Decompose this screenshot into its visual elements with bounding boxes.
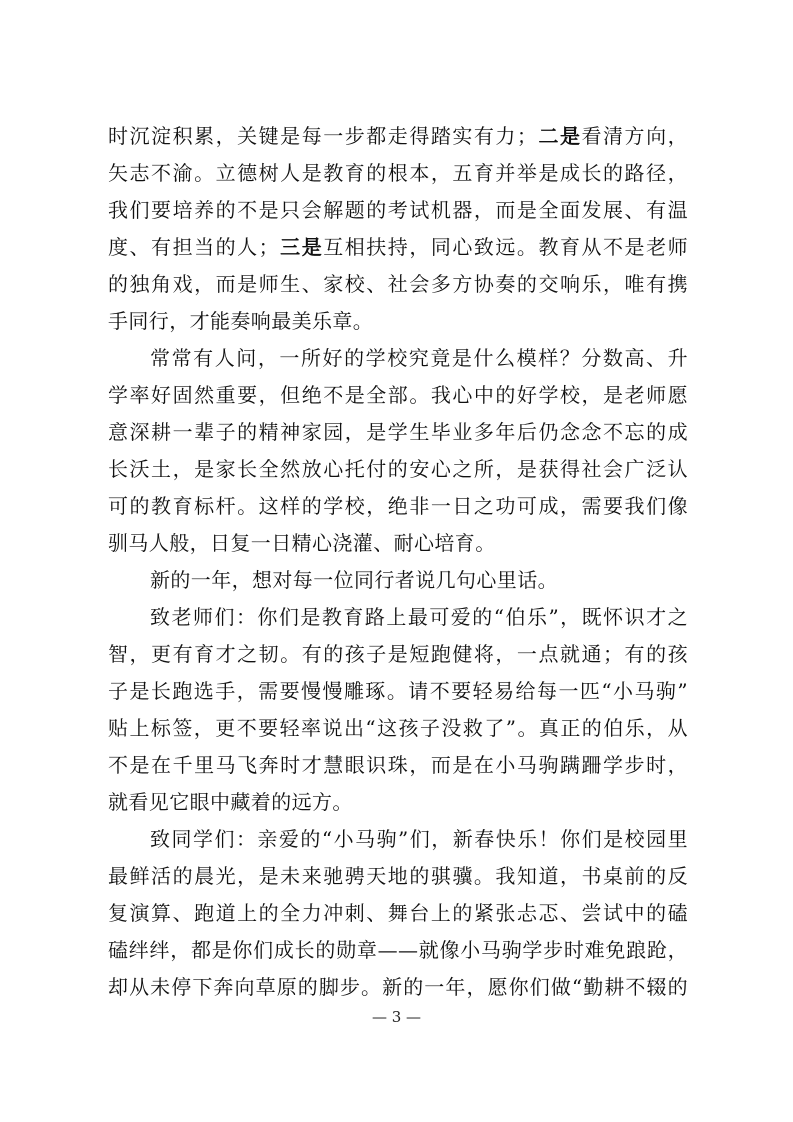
text-line bbox=[108, 488, 688, 525]
text-run: 的独角戏，而是师生、家校、社会多方协奏的交响乐，唯有携 bbox=[108, 272, 688, 296]
emphasis-text: 三是 bbox=[279, 235, 324, 259]
text-run: 矢志不渝。立德树人是教育的根本，五育并举是成长的路径， bbox=[108, 161, 688, 185]
text-run: 我们要培养的不是只会解题的考试机器，而是全面发展、有温 bbox=[108, 198, 688, 222]
text-line bbox=[108, 599, 688, 636]
paragraph bbox=[108, 118, 688, 340]
text-run: 子是长跑选手，需要慢慢雕琢。请不要轻易给每一匹“小马驹” bbox=[108, 679, 688, 703]
text-run: 驯马人般，日复一日精心浇灌、耐心培育。 bbox=[108, 531, 496, 555]
text-run: 就看见它眼中藏着的远方。 bbox=[108, 790, 353, 814]
text-run: 手同行，才能奏响最美乐章。 bbox=[108, 309, 374, 333]
text-line bbox=[108, 229, 688, 266]
text-run: 复演算、跑道上的全力冲刺、舞台上的紧张忐忑、尝试中的磕 bbox=[108, 901, 688, 925]
text-run: 互相扶持，同心致远。教育从不是老师 bbox=[323, 235, 688, 259]
text-line bbox=[108, 377, 688, 414]
text-run: 智，更有育才之韧。有的孩子是短跑健将，一点就通；有的孩 bbox=[108, 642, 688, 666]
text-run: 不是在千里马飞奔时才慧眼识珠，而是在小马驹蹒跚学步时， bbox=[108, 753, 688, 777]
text-run: 学率好固然重要，但绝不是全部。我心中的好学校，是老师愿 bbox=[108, 383, 688, 407]
text-run: 长沃土，是家长全然放心托付的安心之所，是获得社会广泛认 bbox=[108, 457, 688, 481]
text-line bbox=[108, 192, 688, 229]
text-run: 常常有人问，一所好的学校究竟是什么模样？分数高、升 bbox=[150, 346, 688, 370]
paragraph bbox=[108, 562, 688, 599]
text-line bbox=[108, 414, 688, 451]
text-line bbox=[108, 118, 688, 155]
text-line bbox=[108, 858, 688, 895]
text-line bbox=[108, 673, 688, 710]
text-line bbox=[108, 969, 688, 1006]
text-run: 致同学们：亲爱的“小马驹”们，新春快乐！你们是校园里 bbox=[150, 827, 688, 851]
text-line bbox=[108, 562, 688, 599]
text-line bbox=[108, 451, 688, 488]
paragraph bbox=[108, 340, 688, 562]
text-run: 意深耕一辈子的精神家园，是学生毕业多年后仍念念不忘的成 bbox=[108, 420, 688, 444]
text-line bbox=[108, 340, 688, 377]
text-run: 新的一年，想对每一位同行者说几句心里话。 bbox=[150, 568, 558, 592]
emphasis-text: 二是 bbox=[537, 124, 582, 148]
text-run: 磕绊绊，都是你们成长的勋章——就像小马驹学步时难免踉跄， bbox=[108, 938, 688, 962]
text-line bbox=[108, 747, 688, 784]
body-text bbox=[108, 118, 688, 1006]
text-run: 看清方向， bbox=[581, 124, 689, 148]
text-run: 最鲜活的晨光，是未来驰骋天地的骐骥。我知道，书桌前的反 bbox=[108, 864, 688, 888]
text-line bbox=[108, 636, 688, 673]
text-run: 可的教育标杆。这样的学校，绝非一日之功可成，需要我们像 bbox=[108, 494, 688, 518]
text-run: 度、有担当的人； bbox=[108, 235, 280, 259]
paragraph bbox=[108, 599, 688, 821]
text-line bbox=[108, 821, 688, 858]
text-line bbox=[108, 784, 688, 821]
text-run: 贴上标签，更不要轻率说出“这孩子没救了”。真正的伯乐，从 bbox=[108, 716, 688, 740]
text-line bbox=[108, 266, 688, 303]
paragraph bbox=[108, 821, 688, 1006]
text-line bbox=[108, 155, 688, 192]
text-run: 时沉淀积累，关键是每一步都走得踏实有力； bbox=[108, 124, 538, 148]
text-run: 致老师们：你们是教育路上最可爱的“伯乐”，既怀识才之 bbox=[150, 605, 688, 629]
text-line bbox=[108, 932, 688, 969]
text-line bbox=[108, 303, 688, 340]
text-run: 却从未停下奔向草原的脚步。新的一年，愿你们做“勤耕不辍的 bbox=[108, 975, 688, 999]
text-line bbox=[108, 710, 688, 747]
text-line bbox=[108, 525, 688, 562]
page-number: — 3 — bbox=[371, 1008, 422, 1026]
text-line bbox=[108, 895, 688, 932]
